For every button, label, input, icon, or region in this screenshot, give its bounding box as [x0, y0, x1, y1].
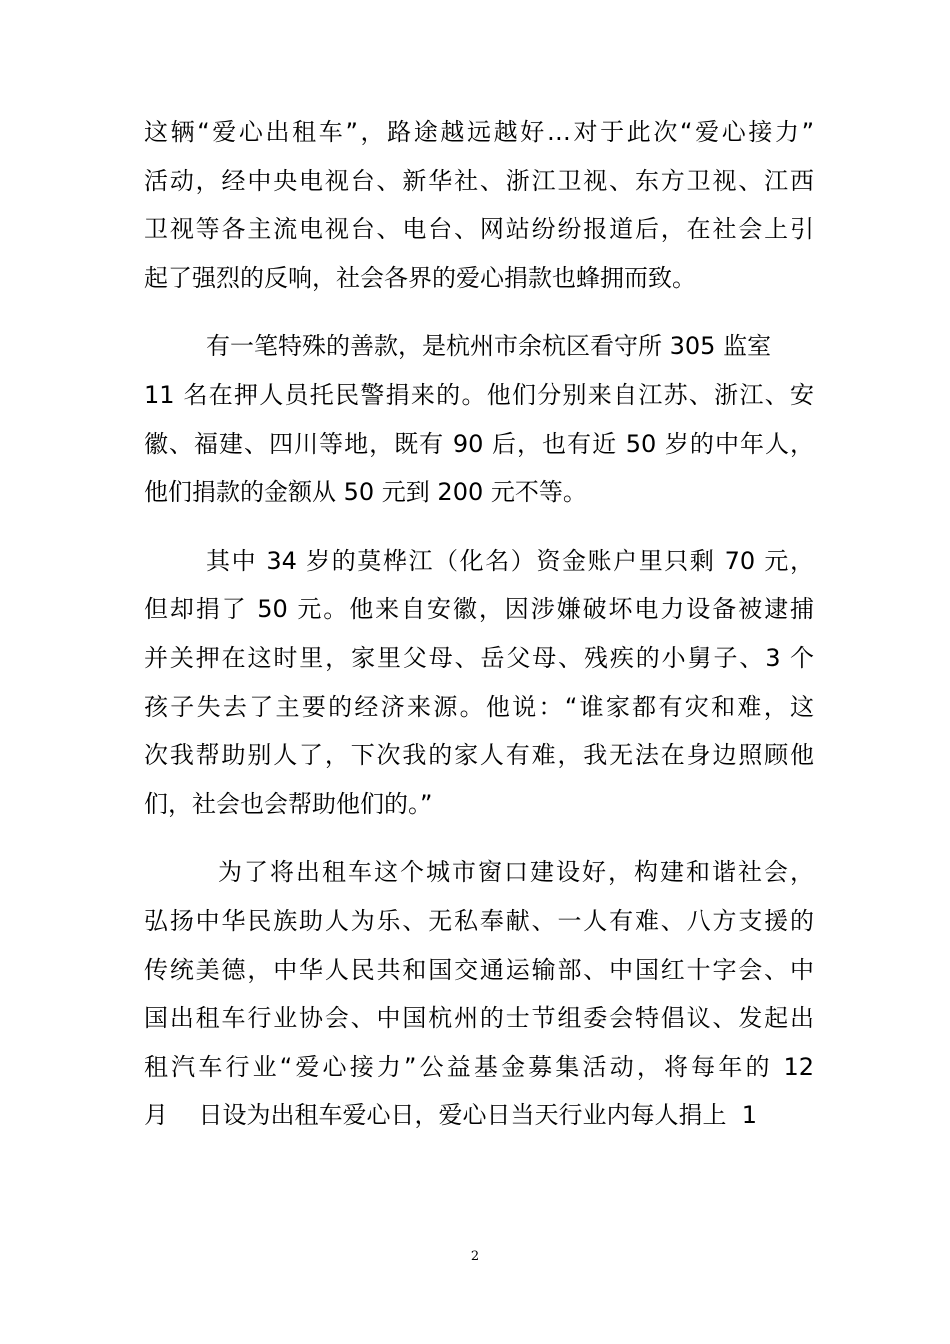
paragraph-1	[144, 108, 814, 302]
text-line: 并关押在这时里，家里父母、岳父母、残疾的小舅子、3 个	[144, 643, 814, 672]
text-line: 但却捐了 50 元。他来自安徽，因涉嫌破坏电力设备被逮捕	[144, 595, 814, 624]
paragraph-3	[144, 537, 814, 829]
text-line: 月 日设为出租车爱心日，爱心日当天行业内每人捐上 1	[144, 1101, 758, 1130]
text-line: 卫视等各主流电视台、电台、网站纷纷报道后，在社会上引	[144, 215, 814, 244]
text-line: 次我帮助别人了，下次我的家人有难，我无法在身边照顾他	[144, 741, 814, 770]
page-number: 2	[470, 1249, 480, 1264]
text-line: 活动，经中央电视台、新华社、浙江卫视、东方卫视、江西	[144, 166, 814, 195]
text-line: 弘扬中华民族助人为乐、无私奉献、一人有难、八方支援的	[144, 906, 814, 935]
text-line: 租汽车行业“爱心接力”公益基金募集活动，将每年的 12	[144, 1052, 814, 1081]
text-line: 11 名在押人员托民警捐来的。他们分别来自江苏、浙江、安	[144, 380, 814, 409]
text-line: 其中 34 岁的莫桦江（化名）资金账户里只剩 70 元，	[206, 546, 814, 575]
text-line: 孩子失去了主要的经济来源。他说：“谁家都有灾和难，这	[144, 692, 814, 721]
text-line: 有一笔特殊的善款，是杭州市余杭区看守所 305 监室	[206, 332, 772, 361]
text-line: 起了强烈的反响，社会各界的爱心捐款也蜂拥而致。	[144, 263, 696, 292]
body-text	[144, 108, 814, 1160]
text-line: 传统美德，中华人民共和国交通运输部、中国红十字会、中	[144, 955, 814, 984]
paragraph-2	[144, 322, 814, 516]
text-line: 这辆“爱心出租车”，路途越远越好…对于此次“爱心接力”	[144, 118, 814, 146]
text-line: 国出租车行业协会、中国杭州的士节组委会特倡议、发起出	[144, 1004, 814, 1033]
text-line: 为了将出租车这个城市窗口建设好，构建和谐社会，	[218, 858, 814, 887]
paragraph-4	[144, 848, 814, 1140]
text-line: 他们捐款的金额从 50 元到 200 元不等。	[144, 478, 587, 507]
text-line: 徽、福建、四川等地，既有 90 后，也有近 50 岁的中年人，	[144, 429, 814, 458]
text-line: 们，社会也会帮助他们的。”	[144, 789, 433, 818]
